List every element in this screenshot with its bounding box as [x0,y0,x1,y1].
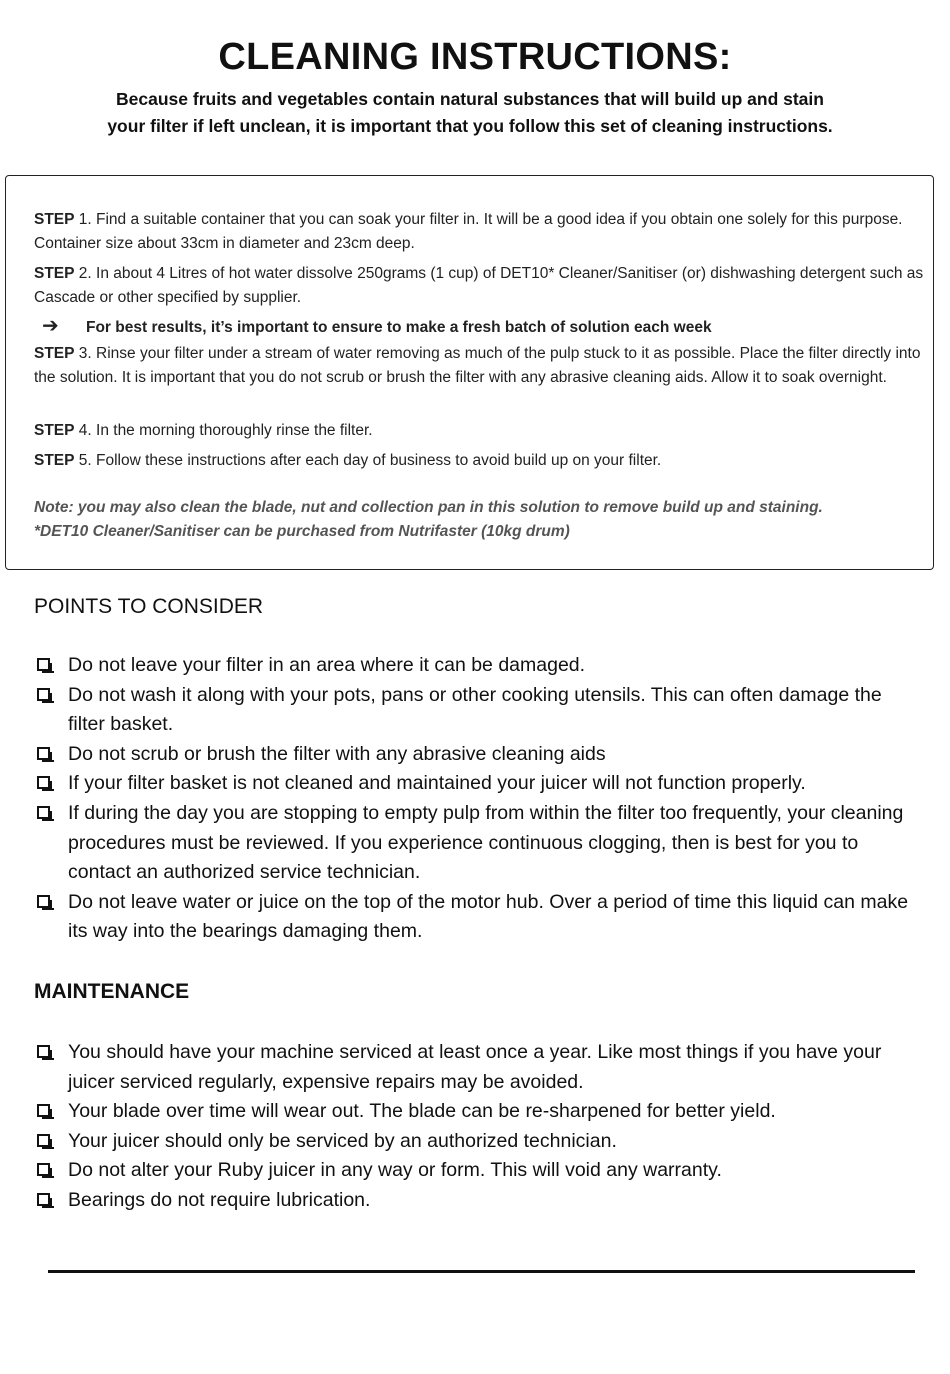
list-item [34,651,914,681]
checkbox-icon [37,806,50,819]
maintenance-heading: MAINTENANCE [34,980,190,1003]
page-title: CLEANING INSTRUCTIONS: [218,36,732,78]
checkbox-icon [37,1134,50,1147]
checkbox-icon [37,776,50,789]
list-item-text: Do not leave water or juice on the top of the motor hub. Over a period of time this liquid can make its way into the bearings damaging them. [68,890,909,943]
step-label: STEP [34,422,75,439]
step-text: 3. Rinse your filter under a stream of water removing as much of the pulp stuck to it as possible. Place the filter directly into the solution. It is important that you do not scrub or brush the filter with any abrasive cleaning aids. Allow it to soak overnight. [34,345,921,386]
list-item-text: If during the day you are stopping to empty pulp from within the filter too frequently, your cleaning procedures must be reviewed. If you experience continuous clogging, then is best for you to contact an authorized service technician. [68,801,904,884]
checkbox-icon [37,1045,50,1058]
checkbox-icon [37,1104,50,1117]
list-item-text: Do not scrub or brush the filter with any abrasive cleaning aids [68,742,606,765]
right-arrow-icon: ➔ [42,315,59,337]
step-5 [34,449,924,473]
step-text: 4. In the morning thoroughly rinse the filter. [74,422,373,439]
checkbox-icon [37,895,50,908]
step-2 [34,262,924,310]
tip-row [42,314,902,340]
list-item-text: Do not wash it along with your pots, pans or other cooking utensils. This can often damage the filter basket. [68,683,882,736]
list-item [34,1038,914,1097]
checkbox-icon [37,1193,50,1206]
list-item-text: Do not leave your filter in an area where it can be damaged. [68,654,586,676]
list-item-text: Do not alter your Ruby juicer in any way or form. This will void any warranty. [68,1159,722,1182]
list-item [34,888,914,947]
step-text: 2. In about 4 Litres of hot water dissolve 250grams (1 cup) of DET10* Cleaner/Sanitiser (or) dishwashing detergent such as Cascade or other specified by supplier. [34,265,924,306]
checkbox-icon [37,747,50,760]
list-item-text: Your juicer should only be serviced by an authorized technician. [68,1129,617,1152]
list-item [34,1127,914,1157]
list-item-text: Bearings do not require lubrication. [68,1188,371,1211]
checkbox-icon [37,688,50,701]
points-heading: POINTS TO CONSIDER [34,595,264,618]
checkbox-icon [37,658,50,671]
list-item [34,1156,914,1186]
step-text: 1. Find a suitable container that you can soak your filter in. It will be a good idea if you obtain one solely for this purpose. Container size about 33cm in diameter and 23cm deep. [34,211,903,252]
list-item-text: Your blade over time will wear out. The blade can be re-sharpened for better yield. [68,1100,776,1123]
step-label: STEP [34,265,75,282]
step-1 [34,208,924,256]
note [34,496,924,544]
list-item [34,769,914,799]
step-label: STEP [34,345,75,362]
list-item [34,799,914,888]
list-item-text: You should have your machine serviced at least once a year. Like most things if you have your juicer serviced regularly, expensive repairs may be avoided. [68,1041,882,1093]
list-item-text: If your filter basket is not cleaned and maintained your juicer will not function properly. [68,772,806,795]
maintenance-list [34,1038,914,1216]
step-4 [34,419,924,443]
points-list [34,651,914,947]
steps-box [5,175,934,570]
intro-text [60,86,880,140]
step-3 [34,342,924,390]
intro-line-2: your filter if left unclean, it is important that you follow this set of cleaning instructions. [107,116,833,136]
step-text: 5. Follow these instructions after each day of business to avoid build up on your filter. [74,452,662,469]
list-item [34,1097,914,1127]
step-label: STEP [34,211,75,228]
list-item [34,740,914,770]
note-line-2: *DET10 Cleaner/Sanitiser can be purchased from Nutrifaster (10kg drum) [34,523,570,540]
note-line-1: Note: you may also clean the blade, nut and collection pan in this solution to remove build up and staining. [34,499,823,516]
list-item [34,681,914,740]
bottom-divider [48,1270,915,1273]
step-label: STEP [34,452,75,469]
tip-text: For best results, it’s important to ensure to make a fresh batch of solution each week [86,319,712,336]
list-item [34,1186,914,1216]
intro-line-1: Because fruits and vegetables contain natural substances that will build up and stain [116,89,824,109]
checkbox-icon [37,1163,50,1176]
